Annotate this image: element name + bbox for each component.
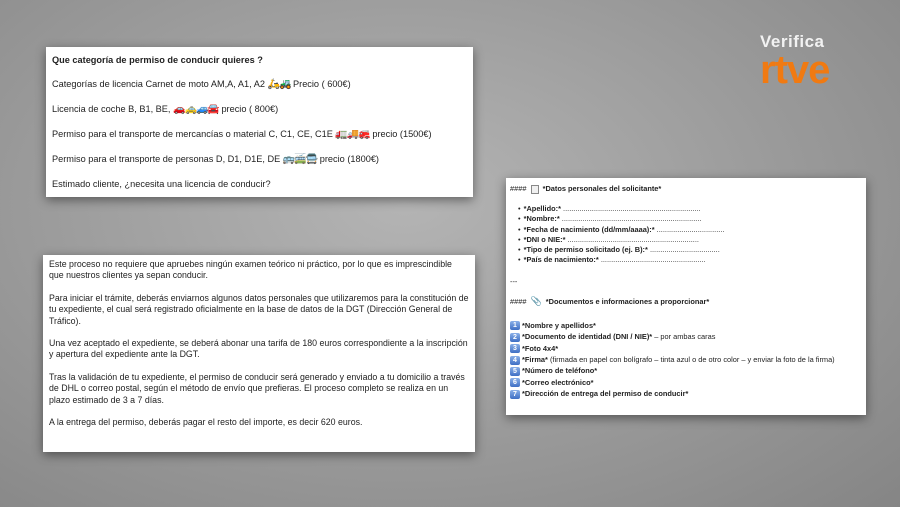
separator: --- — [510, 277, 518, 287]
rtve-verifica-logo — [760, 32, 870, 90]
personal-data-header — [510, 184, 862, 194]
car-emoji: 🚗🚕🚙🚘 — [173, 104, 219, 115]
number-4-icon: 4 — [510, 356, 520, 365]
applicant-form-message — [506, 178, 866, 415]
process-description-message — [43, 255, 475, 452]
license-row-price: precio (1500€) — [372, 129, 432, 139]
truck-emoji: 🚛🚚🚒 — [335, 129, 370, 140]
paragraph: Para iniciar el trámite, deberás enviarnos algunos datos personales que utilizaremos para la constitución de tu expediente, el cual será registrado oficialmente en la base de datos de la DGT (Dirección General de Tráfico). — [49, 292, 469, 326]
license-row-text: Licencia de coche B, B1, BE, — [52, 104, 171, 114]
document-icon — [531, 185, 539, 194]
license-row-price: precio (1800€) — [319, 154, 379, 164]
doc-item: 3 *Foto 4x4* — [510, 344, 862, 354]
field-pais-nacimiento: • *País de nacimiento:* ................................................... — [518, 255, 706, 265]
markdown-hash: #### — [510, 296, 527, 306]
number-3-icon: 3 — [510, 344, 520, 353]
personal-data-title: *Datos personales del solicitante* — [542, 184, 662, 193]
doc-item: 4 *Firma* (firmada en papel con bolígrafo – tinta azul o de otro color – y enviar la foto de la firma) — [510, 355, 862, 365]
doc-item: 7 *Dirección de entrega del permiso de conducir* — [510, 389, 862, 399]
personal-fields-list — [510, 204, 862, 265]
markdown-hash: #### — [510, 184, 527, 193]
documents-header — [510, 296, 862, 307]
field-nombre: • *Nombre:* .................................................................... — [518, 214, 702, 224]
license-row-price: Precio ( 600€) — [293, 79, 351, 89]
license-row-text: Permiso para el transporte de mercancías o material C, C1, CE, C1E — [52, 129, 333, 139]
paperclip-icon: 📎 — [530, 295, 542, 306]
license-categories-message — [46, 47, 473, 197]
doc-item: 6 *Correo electrónico* — [510, 378, 862, 388]
doc-item: 2 *Documento de identidad (DNI / NIE)* – por ambas caras — [510, 332, 862, 342]
documents-list — [510, 321, 862, 400]
field-dni-nie: • *DNI o NIE:* ................................................................ — [518, 234, 699, 244]
number-1-icon: 1 — [510, 321, 520, 330]
field-fecha-nacimiento: • *Fecha de nacimiento (dd/mm/aaaa):* ................................. — [518, 224, 725, 234]
logo-verifica-text: Verifica — [760, 32, 825, 51]
bus-emoji: 🚌🚎🚍 — [282, 154, 318, 165]
paragraph: Una vez aceptado el expediente, se deberá abonar una tarifa de 180 euros correspondiente a la inscripción y apertura del expediente ante la DGT. — [49, 338, 468, 360]
paragraph: Tras la validación de tu expediente, el permiso de conducir será generado y enviado a tu domicilio a través de DHL o correo postal, según el método de envío que prefieras. El proceso completo se realiza en un plazo estimado de 3 a 7 días. — [49, 371, 465, 405]
license-question: Que categoría de permiso de conducir quieres ? — [52, 55, 263, 65]
license-row-text: Permiso para el transporte de personas D, D1, D1E, DE — [52, 154, 281, 164]
number-6-icon: 6 — [510, 378, 520, 387]
moto-emoji: 🛵🚜 — [267, 79, 291, 90]
license-row-car — [52, 104, 467, 115]
doc-item: 5 *Número de teléfono* — [510, 366, 862, 376]
documents-title: *Documentos e informaciones a proporcionar* — [545, 296, 710, 306]
paragraph: Este proceso no requiere que apruebes ningún examen teórico ni práctico, por lo que es imprescindible que nuestros clientes ya sepan conducir. — [49, 259, 452, 281]
license-closing: Estimado cliente, ¿necesita una licencia de conducir? — [52, 179, 271, 189]
number-2-icon: 2 — [510, 333, 520, 342]
number-7-icon: 7 — [510, 390, 520, 399]
paragraph: A la entrega del permiso, deberás pagar el resto del importe, es decir 620 euros. — [49, 417, 363, 428]
field-tipo-permiso: • *Tipo de permiso solicitado (ej. B):* .................................. — [518, 245, 720, 255]
license-row-text: Categorías de licencia Carnet de moto AM,A, A1, A2 — [52, 79, 265, 89]
doc-item: 1 *Nombre y apellidos* — [510, 321, 862, 331]
license-row-price: precio ( 800€) — [221, 104, 279, 114]
license-row-bus — [52, 154, 467, 165]
field-apellido: • *Apellido:* ................................................................... — [518, 204, 701, 214]
license-row-truck — [52, 129, 467, 140]
logo-rtve-text: rtve — [760, 48, 830, 92]
number-5-icon: 5 — [510, 367, 520, 376]
license-row-moto — [52, 79, 467, 90]
